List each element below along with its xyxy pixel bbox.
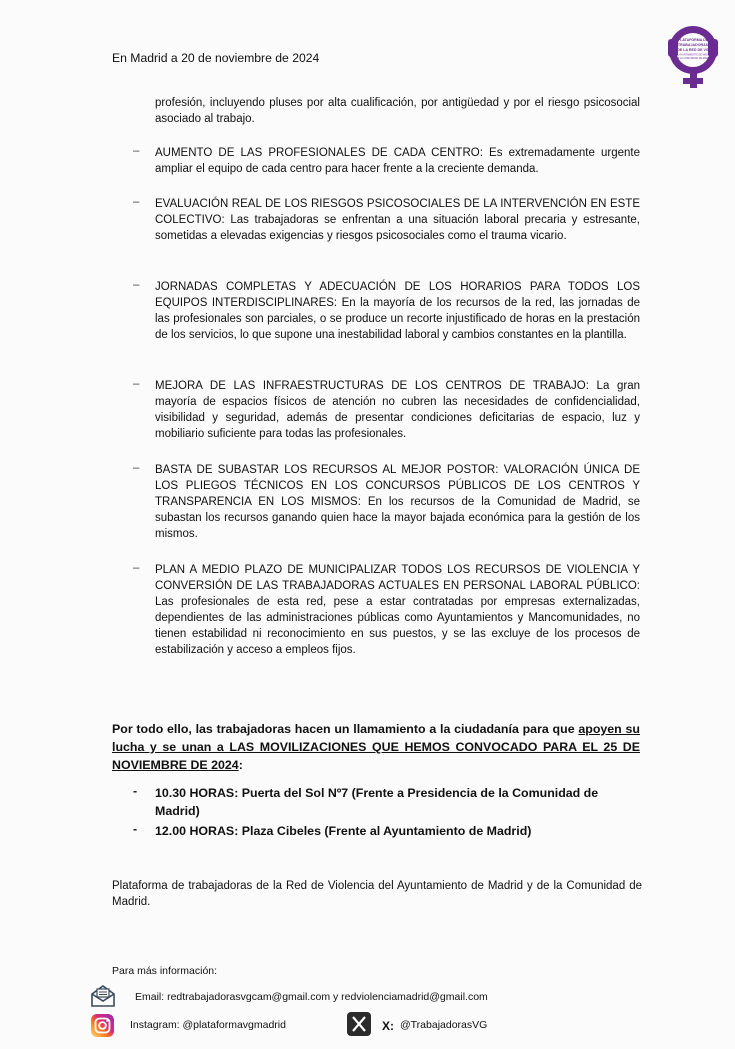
demand-dash: – [133,145,140,157]
x-label: X: [382,1019,394,1033]
event-dash: - [133,822,138,836]
instagram-icon [90,1013,115,1038]
date-line: En Madrid a 20 de noviembre de 2024 [112,51,320,65]
logo-text-line: DE LA RED DE VG [677,48,709,52]
x-handle: @TrabajadorasVG [400,1019,488,1031]
demand-full-shifts: JORNADAS COMPLETAS Y ADECUACIÓN DE LOS HORARIOS PARA TODOS LOS EQUIPOS INTERDISCIPLINARES: En la mayoría de los recursos de la red, las jornadas de las profesionales son parciales, o se produce un recorte injustificado de horas en la prestación de los servicios, lo que supone una inestabilidad laboral y cambios constantes en la plantilla. [155,281,640,341]
call-text-underlined: apoyen su lucha y se unan a LAS MOVILIZACIONES QUE HEMOS CONVOCADO PARA EL 25 DE NOVIEMBRE DE 2024 [112,722,640,772]
logo-text-line: TRABAJADORAS [677,43,709,47]
intro-continuation: profesión, incluyendo pluses por alta cualificación, por antigüedad y por el riesgo psicosocial asociado al trabajo. [155,97,640,125]
event-dash: - [133,784,138,798]
demand-dash: – [133,462,140,474]
call-to-action [112,720,640,774]
demand-dash: – [133,562,140,574]
event-puerta-del-sol: 10.30 HORAS: Puerta del Sol Nº7 (Frente a Presidencia de la Comunidad de Madrid) [155,786,599,818]
more-info-label: Para más información: [112,965,218,977]
demand-dash: – [133,378,140,390]
logo-text-line: Y DE LA COMUNIDAD DE MADRID [673,57,713,60]
mail-icon [90,984,116,1008]
logo-text-line: DEL AYUNTAMIENTO DE MADRID [674,53,712,57]
call-text-1: Por todo ello, las trabajadoras hacen un llamamiento a la ciudadanía para que [112,722,579,736]
demand-staff-increase: AUMENTO DE LAS PROFESIONALES DE CADA CENTRO: Es extremadamente urgente ampliar el equipo de cada centro para hacer frente a la creciente demanda. [155,147,640,175]
x-logo-icon [346,1011,372,1037]
demand-risk-evaluation: EVALUACIÓN REAL DE LOS RIESGOS PSICOSOCIALES DE LA INTERVENCIÓN EN ESTE COLECTIVO: Las trabajadoras se enfrentan a una situación laboral precaria y estresante, sometidas a elevadas exigencias y riesgos psicosociales como el trauma vicario. [155,198,640,242]
demand-stop-auctions: BASTA DE SUBASTAR LOS RECURSOS AL MEJOR POSTOR: VALORACIÓN ÚNICA DE LOS PLIEGOS TÉCNICOS EN LOS CONCURSOS PÚBLICOS DE LOS CENTROS Y TRANSPARENCIA EN LOS MISMOS: En los recursos de la Comunidad de Madrid, se subastan los recursos ganando quien hace la mayor bajada económica para la gestión de los mismos. [155,464,640,540]
demand-dash: – [133,196,140,208]
demand-municipalize: PLAN A MEDIO PLAZO DE MUNICIPALIZAR TODOS LOS RECURSOS DE VIOLENCIA Y CONVERSIÓN DE LAS TRABAJADORAS ACTUALES EN PERSONAL LABORAL PÚBLICO: Las profesionales de esta red, pese a estar contratadas por empresas externalizadas, dependientes de las administraciones públicas como Ayuntamientos y Mancomunidades, no tienen estabilidad ni reconocimiento en sus puestos, y se las excluye de los procesos de estabilización y acceso a empleos fijos. [155,564,640,656]
email-contact: Email: redtrabajadorasvgcam@gmail.com y redviolenciamadrid@gmail.com [135,991,488,1003]
event-plaza-cibeles: 12.00 HORAS: Plaza Cibeles (Frente al Ayuntamiento de Madrid) [155,824,532,838]
call-text-3: : [238,758,243,772]
logo-text-line: PLATAFORMA DE [677,38,709,42]
instagram-contact: Instagram: @plataformavgmadrid [130,1019,286,1031]
closing-signature: Plataforma de trabajadoras de la Red de Violencia del Ayuntamiento de Madrid y de la Comunidad de Madrid. [112,880,642,908]
platform-logo [655,22,727,88]
demand-infrastructure: MEJORA DE LAS INFRAESTRUCTURAS DE LOS CENTROS DE TRABAJO: La gran mayoría de espacios físicos de atención no cubren las necesidades de confidencialidad, visibilidad y seguridad, además de presentar condiciones deficitarias de espacio, luz y mobiliario suficiente para todas las profesionales. [155,380,640,440]
demand-dash: – [133,279,140,291]
